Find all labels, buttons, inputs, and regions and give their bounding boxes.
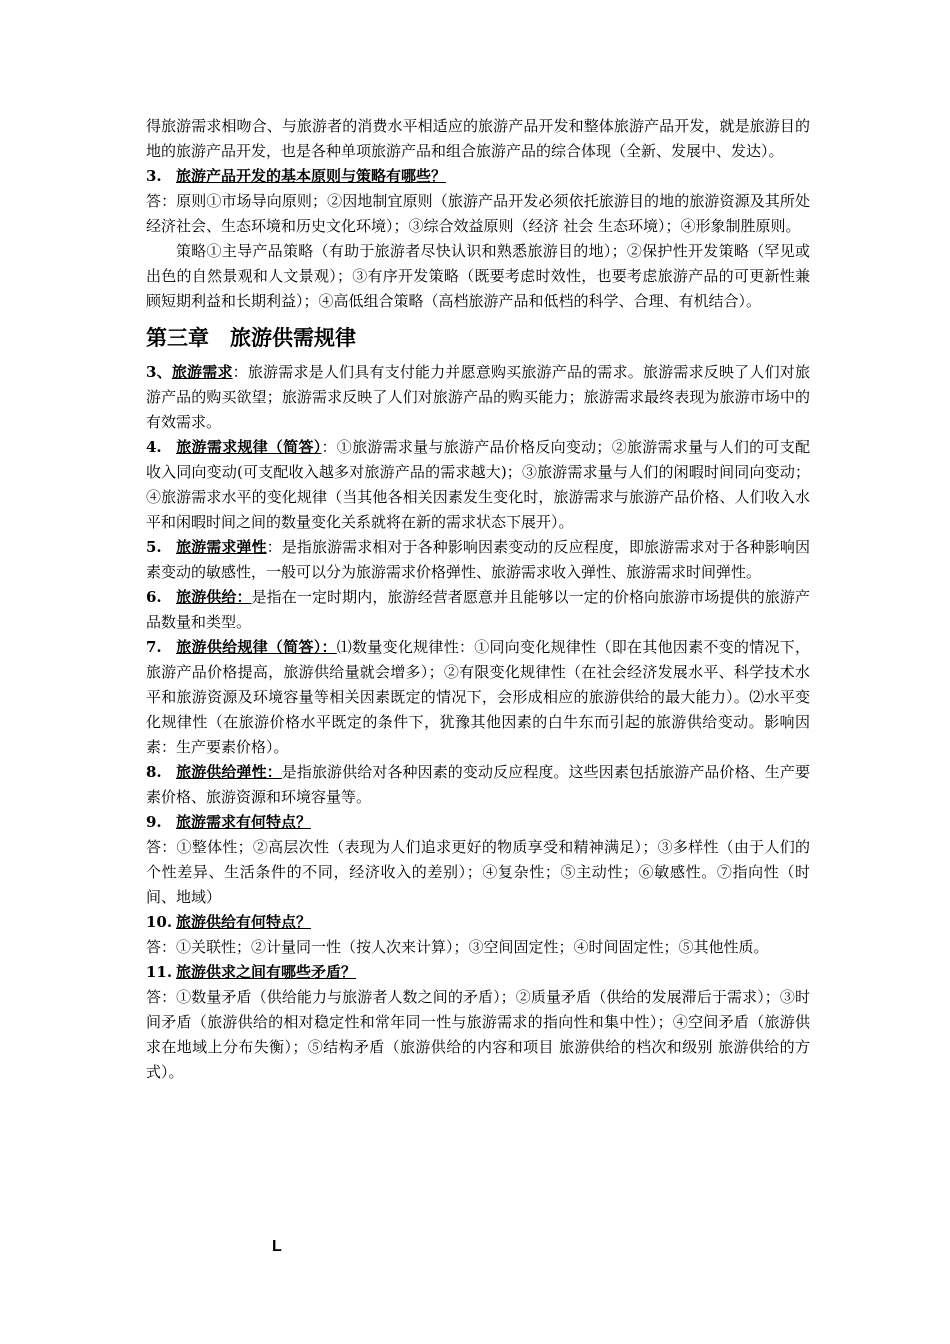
question-3-answer-strategies: 策略①主导产品策略（有助于旅游者尽快认识和熟悉旅游目的地）；②保护性开发策略（罕见或出色的自然景观和人文景观）；③有序开发策略（既要考虑时效性，也要考虑旅游产品的可更新性兼顾短期利益和长期利益）；④高低组合策略（高档旅游产品和低档的科学、合理、有机结合）。 xyxy=(146,242,810,310)
item-text: ①旅游需求量与旅游产品价格反向变动；②旅游需求量与人们的可支配收入同向变动(可支配收入越多对旅游产品的需求越大)；③旅游需求量与人们的闲暇时间同向变动；④旅游需求水平的变化规律（当其他各相关因素发生变化时，旅游需求与旅游产品价格、人们收入水平和闲暇时间之间的数量变化关系就将在新的需求状态下展开）。 xyxy=(146,438,810,531)
body-text xyxy=(146,114,810,1085)
item-term: 旅游供给： xyxy=(176,588,252,606)
item-separator: ： xyxy=(232,363,248,381)
item-8-definition xyxy=(146,760,810,810)
question-number: 10. xyxy=(146,913,173,931)
item-term: 旅游供给规律（简答）： xyxy=(176,638,337,656)
item-text: 旅游需求是人们具有支付能力并愿意购买旅游产品的需求。旅游需求反映了人们对旅游产品的购买欲望；旅游需求反映了人们对旅游产品的购买能力；旅游需求最终表现为旅游市场中的有效需求。 xyxy=(146,363,810,431)
item-4-definition xyxy=(146,435,810,535)
item-3-definition xyxy=(146,360,810,435)
question-3-heading xyxy=(146,164,810,189)
question-10-heading xyxy=(146,910,810,935)
question-3-answer-principles: 答：原则①市场导向原则；②因地制宜原则（旅游产品开发必须依托旅游目的地的旅游资源及其所处经济社会、生态环境和历史文化环境）；③综合效益原则（经济 社会 生态环境）；④形象制胜原则。 xyxy=(146,192,810,235)
item-term: 旅游需求规律（简答） xyxy=(176,438,322,456)
item-term: 旅游供给弹性： xyxy=(176,763,282,781)
question-title: 旅游需求有何特点？ xyxy=(176,813,312,831)
item-separator: ： xyxy=(266,538,282,556)
question-title: 旅游产品开发的基本原则与策略有哪些？ xyxy=(176,167,447,185)
item-text: ⑴数量变化规律性：①同向变化规律性（即在其他因素不变的情况下，旅游产品价格提高，旅游供给量就会增多）；②有限变化规律性（在社会经济发展水平、科学技术水平和旅游资源及环境容量等相关因素既定的情况下，会形成相应的旅游供给的最大能力）。⑵水平变化规律性（在旅游价格水平既定的条件下，犹豫其他因素的白牛东而引起的旅游供给变动。影响因素：生产要素价格）。 xyxy=(146,638,810,756)
item-text: 是指旅游需求相对于各种影响因素变动的反应程度，即旅游需求对于各种影响因素变动的敏感性，一般可以分为旅游需求价格弹性、旅游需求收入弹性、旅游需求时间弹性。 xyxy=(146,538,810,581)
page-footer-mark: L xyxy=(272,1238,282,1255)
item-6-definition xyxy=(146,585,810,635)
item-number: 5. xyxy=(146,538,162,556)
chapter-title: 第三章 旅游供需规律 xyxy=(146,326,356,350)
item-term: 旅游需求 xyxy=(171,363,233,381)
item-number: 8. xyxy=(146,763,162,781)
question-number: 3. xyxy=(146,167,162,185)
question-9-heading xyxy=(146,810,810,835)
question-number: 9. xyxy=(146,813,162,831)
item-number: 6. xyxy=(146,588,162,606)
question-title: 旅游供求之间有哪些矛盾？ xyxy=(176,963,357,981)
question-11-answer: 答：①数量矛盾（供给能力与旅游者人数之间的矛盾）；②质量矛盾（供给的发展滞后于需求）；③时间矛盾（旅游供给的相对稳定性和常年同一性与旅游需求的指向性和集中性）；④空间矛盾（旅游供求在地域上分布失衡）；⑤结构矛盾（旅游供给的内容和项目 旅游供给的档次和级别 旅游供给的方式）。 xyxy=(146,988,810,1081)
question-10-answer: 答：①关联性；②计量同一性（按人次来计算）；③空间固定性；④时间固定性；⑤其他性质。 xyxy=(146,938,769,956)
item-number: 4. xyxy=(146,438,162,456)
item-text: 是指旅游供给对各种因素的变动反应程度。这些因素包括旅游产品价格、生产要素价格、旅游资源和环境容量等。 xyxy=(146,763,810,806)
item-5-definition xyxy=(146,535,810,585)
item-number: 3、 xyxy=(146,363,172,381)
intro-paragraph: 得旅游需求相吻合、与旅游者的消费水平相适应的旅游产品开发和整体旅游产品开发，就是旅游目的地的旅游产品开发，也是各种单项旅游产品和组合旅游产品的综合体现（全新、发展中、发达）。 xyxy=(146,117,810,160)
item-number: 7. xyxy=(146,638,162,656)
question-9-answer: 答：①整体性；②高层次性（表现为人们追求更好的物质享受和精神满足）；③多样性（由于人们的个性差异、生活条件的不同，经济收入的差别）；④复杂性；⑤主动性；⑥敏感性。⑦指向性（时间、地域） xyxy=(146,838,810,906)
item-text: 是指在一定时期内，旅游经营者愿意并且能够以一定的价格向旅游市场提供的旅游产品数量和类型。 xyxy=(146,588,810,631)
item-7-definition xyxy=(146,635,810,760)
question-number: 11. xyxy=(146,963,173,981)
question-title: 旅游供给有何特点？ xyxy=(176,913,312,931)
question-11-heading xyxy=(146,960,810,985)
item-term: 旅游需求弹性 xyxy=(176,538,267,556)
item-separator: ： xyxy=(321,438,337,456)
